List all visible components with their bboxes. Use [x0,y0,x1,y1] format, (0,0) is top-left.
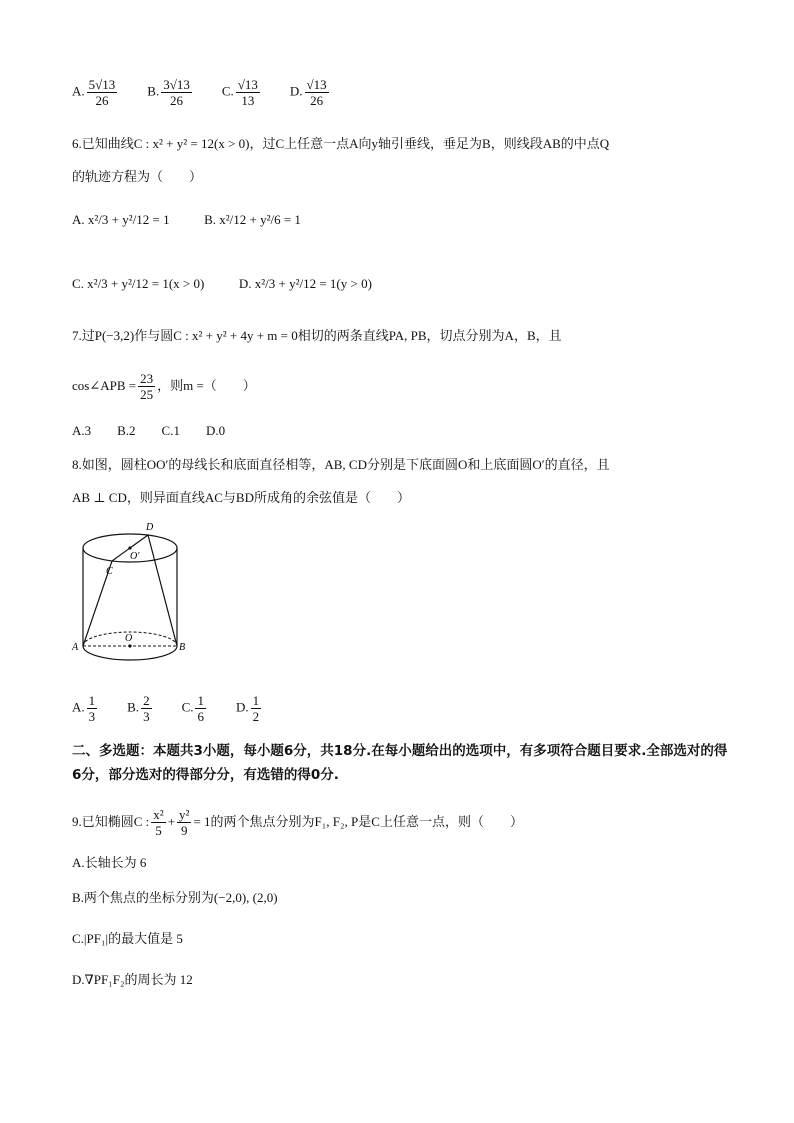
label-o-prime: O′ [130,551,140,562]
label-o: O [125,633,133,644]
q5-option-c: C. $\frac{√13}{13}$ [221,76,258,108]
center-o [128,644,131,647]
bottom-front-arc [83,646,177,660]
q7-tail: ，则m =（ ） [157,378,256,393]
q9-stem: 9.已知椭圆C : $\frac{\text{x²}}{5}$ + $\frac{\text{y²}}{9}$ = 1的两个焦点分别为F₁, F₂, P是C上任意一点，则（ ） [72,806,523,838]
label-c: C [106,566,113,577]
q6-options-cd [72,274,372,294]
q6-option-b: B. x²/12 + y²/6 = 1 [204,212,301,227]
q5-options [72,72,359,112]
segment-bd [148,535,177,646]
q9-option-a: A.长轴长为 6 [72,855,147,870]
cylinder-figure [70,518,190,662]
q6-options-ab [72,210,301,230]
q9-prefix: 9.已知椭圆C : [72,814,150,829]
q8-options [72,688,291,728]
q5-option-a: A. $\frac{5√13}{26}$ [72,76,116,108]
q9-option-b: B.两个焦点的坐标分别为(−2,0), (2,0) [72,890,278,905]
q7-stem-line1: 7.过P(−3,2)作与圆C : x² + y² + 4y + m = 0相切的两条直线PA, PB，切点分别为A，B，且 [72,328,562,343]
q6-stem-line2: 的轨迹方程为（ ） [72,169,203,184]
q7-stem-line2 [72,366,256,406]
q6-option-c: C. x²/3 + y²/12 = 1(x > 0) [72,276,205,291]
q6-option-a: A. x²/3 + y²/12 = 1 [72,212,170,227]
label-b: B [179,642,186,653]
center-o-prime [128,546,131,549]
q7-cos-fraction: $\frac{23}{25}$ [140,370,154,402]
q7-cos-label: cos∠APB = [72,378,137,393]
q9-option-c: C.|PF₁|的最大值是 5 [72,931,183,946]
q9-suffix: = 1的两个焦点分别为F₁, F₂, P是C上任意一点，则（ ） [193,814,523,829]
q9-option-d: D.∇PF₁F₂的周长为 12 [72,972,193,987]
q8-option-a: A. $\frac{1}{3}$ [72,692,96,724]
q9-frac-y: $\frac{\text{y²}}{9}$ [179,806,190,838]
q5-option-d: D. $\frac{√13}{26}$ [289,76,327,108]
q8-stem-line2: AB ⊥ CD，则异面直线AC与BD所成角的余弦值是（ ） [72,490,410,505]
section-heading-multi-choice: 二、多选题：本题共3小题，每小题6分，共18分.在每小题给出的选项中，有多项符合题目要求.全部选对的得6分，部分选对的得部分分，有选错的得0分. [72,743,728,783]
q9-frac-x: $\frac{\text{x²}}{5}$ [153,806,164,838]
label-d: D [146,522,154,533]
q7-options: A.3 B.2 C.1 D.0 [72,423,226,438]
q6-stem-line1: 6.已知曲线C : x² + y² = 12(x > 0)，过C上任意一点A向y轴引垂线，垂足为B，则线段AB的中点Q [72,136,610,151]
q8-option-c: C. $\frac{1}{6}$ [181,692,204,724]
label-a: A [72,642,79,653]
q8-option-d: D. $\frac{1}{2}$ [235,692,260,724]
q8-option-b: B. $\frac{2}{3}$ [127,692,150,724]
q8-stem-line1: 8.如图，圆柱OO′的母线长和底面直径相等，AB, CD分别是下底面圆O和上底面圆O′的直径，且 [72,457,610,472]
q6-option-d: D. x²/3 + y²/12 = 1(y > 0) [238,276,372,291]
q5-option-b: B. $\frac{3√13}{26}$ [147,76,190,108]
